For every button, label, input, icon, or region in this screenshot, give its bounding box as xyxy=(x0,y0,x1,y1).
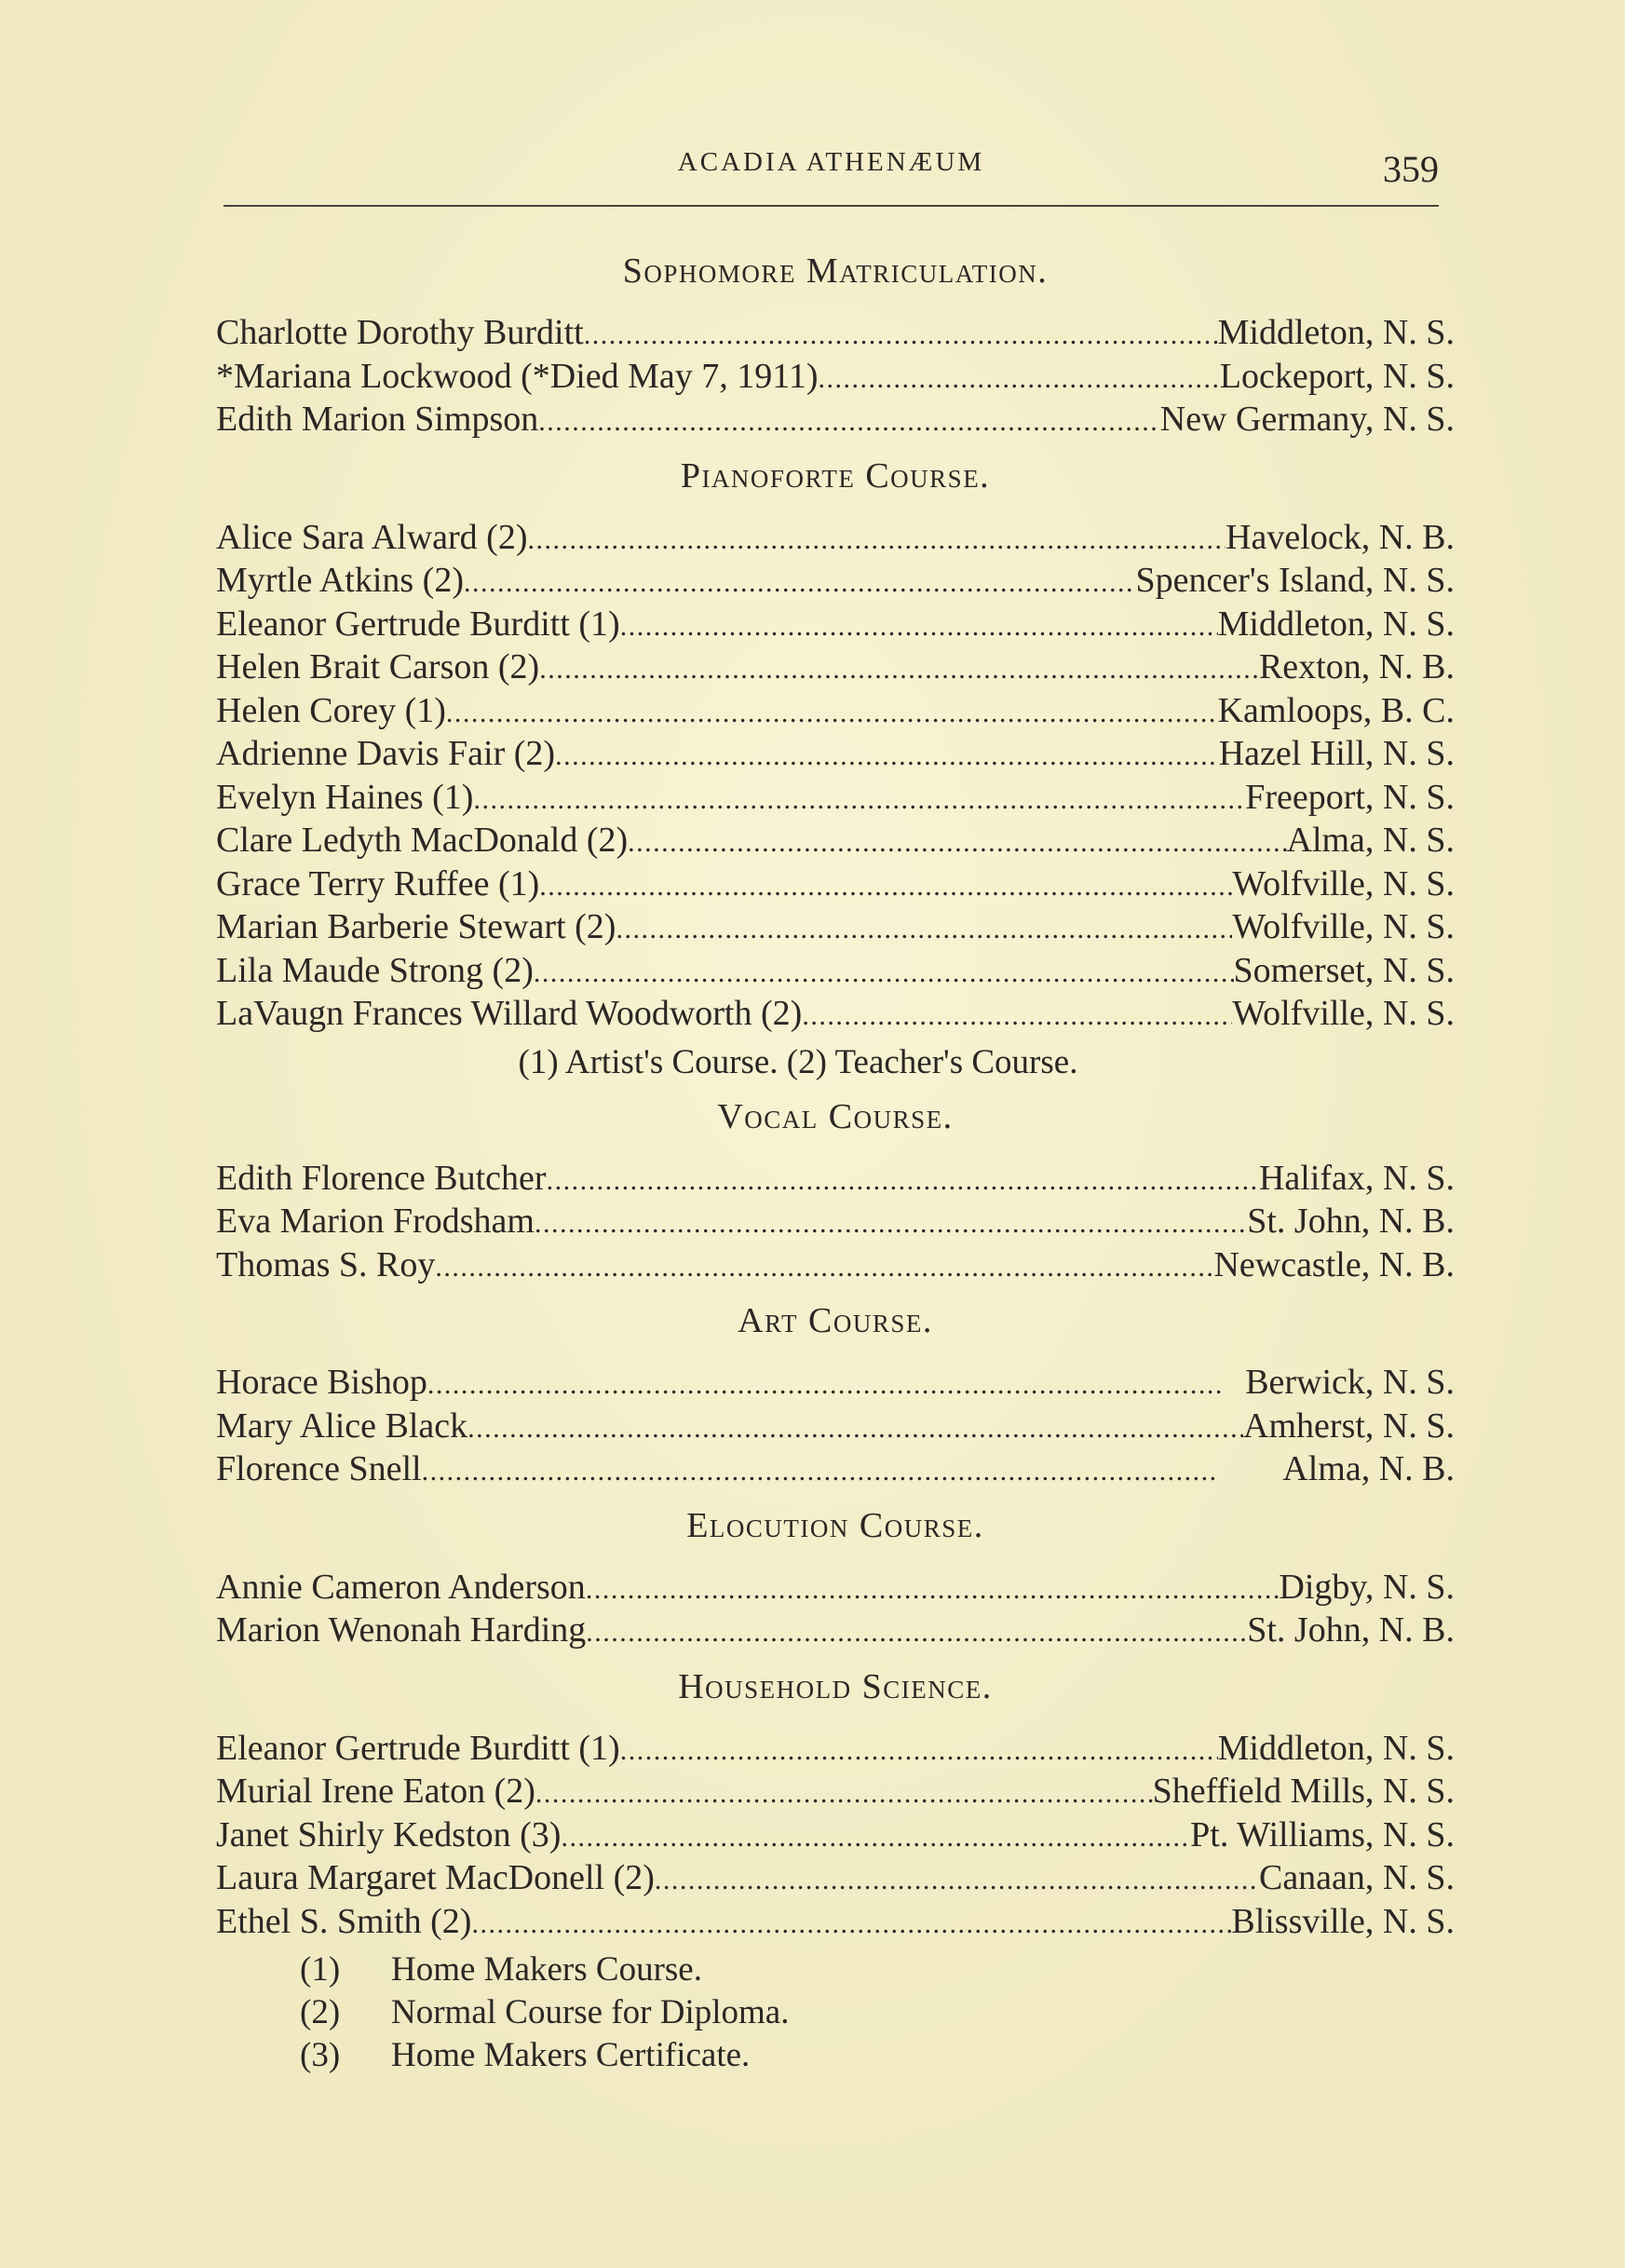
dot-leader xyxy=(528,516,1226,563)
student-place: Kamloops, B. C. xyxy=(1217,690,1455,730)
footnote-mark: (2) xyxy=(300,1993,341,2031)
dot-leader xyxy=(539,862,1232,909)
student-place: Middleton, N. S. xyxy=(1217,1728,1455,1768)
dot-leader xyxy=(534,949,1234,996)
footnote-text: Normal Course for Diploma. xyxy=(391,1993,790,2031)
footnote xyxy=(300,1949,1455,1991)
student-place: Halifax, N. S. xyxy=(1258,1158,1455,1198)
student-name: Florence Snell xyxy=(216,1449,422,1488)
footnote-mark: (3) xyxy=(300,2036,341,2074)
list-item xyxy=(216,1157,1455,1201)
student-place: Berwick, N. S. xyxy=(1245,1363,1455,1402)
dot-leader xyxy=(620,603,1218,649)
student-place: Havelock, N. B. xyxy=(1226,517,1455,557)
student-place: Newcastle, N. B. xyxy=(1213,1244,1455,1284)
student-place: Rexton, N. B. xyxy=(1258,647,1455,686)
student-name: Marian Barberie Stewart (2) xyxy=(216,907,616,946)
list-item xyxy=(216,1856,1455,1900)
student-place: St. John, N. B. xyxy=(1247,1610,1455,1650)
student-place: Middleton, N. S. xyxy=(1217,604,1455,644)
student-name: Annie Cameron Anderson xyxy=(216,1567,586,1607)
student-name: Edith Florence Butcher xyxy=(216,1158,547,1198)
list-item xyxy=(216,1200,1455,1243)
student-name: Edith Marion Simpson xyxy=(216,400,539,439)
student-place: Hazel Hill, N. S. xyxy=(1218,734,1455,773)
section-pianoforte-course xyxy=(216,449,1455,1090)
list-item xyxy=(216,862,1455,906)
dot-leader xyxy=(535,1200,1247,1246)
list-item xyxy=(216,1813,1455,1857)
section-sophomore-matriculation xyxy=(216,244,1455,449)
student-name: Marion Wenonah Harding xyxy=(216,1610,587,1650)
list-item xyxy=(216,992,1455,1036)
dot-leader xyxy=(586,1566,1280,1612)
dot-leader xyxy=(422,1447,1283,1494)
footnote-text: Home Makers Certificate. xyxy=(391,2036,751,2074)
dot-leader xyxy=(539,645,1259,692)
list-item xyxy=(216,1609,1455,1652)
footnote xyxy=(300,2034,1455,2077)
student-place: Blissville, N. S. xyxy=(1231,1901,1455,1941)
section-heading: Pianoforte Course. xyxy=(680,455,991,496)
list-item xyxy=(216,1770,1455,1813)
section-heading: Elocution Course. xyxy=(686,1505,984,1545)
dot-leader xyxy=(616,905,1232,952)
student-place: Wolfville, N. S. xyxy=(1232,907,1455,946)
student-name: Mary Alice Black xyxy=(216,1406,468,1446)
student-name: Eva Marion Frodsham xyxy=(216,1202,535,1241)
section-heading: Art Course. xyxy=(738,1301,933,1340)
student-place: Alma, N. S. xyxy=(1286,821,1455,860)
student-place: Amherst, N. S. xyxy=(1243,1406,1455,1446)
list-item xyxy=(216,1900,1455,1944)
student-place: Spencer's Island, N. S. xyxy=(1135,561,1455,600)
dot-leader xyxy=(547,1157,1259,1203)
student-name: Laura Margaret MacDonell (2) xyxy=(216,1858,655,1897)
dot-leader xyxy=(464,559,1136,605)
student-name: Janet Shirly Kedston (3) xyxy=(216,1814,562,1854)
footnote-text: Home Makers Course. xyxy=(391,1950,702,1989)
student-name: Charlotte Dorothy Burditt xyxy=(216,313,584,352)
list-item xyxy=(216,516,1455,560)
student-name: Evelyn Haines (1) xyxy=(216,777,474,817)
list-item xyxy=(216,1566,1455,1609)
section-heading: Vocal Course. xyxy=(717,1096,954,1136)
dot-leader xyxy=(467,1405,1243,1451)
dot-leader xyxy=(586,1609,1247,1655)
dot-leader xyxy=(427,1361,1245,1407)
dot-leader xyxy=(628,819,1286,865)
dot-leader xyxy=(655,1856,1259,1903)
student-name: Thomas S. Roy xyxy=(216,1244,436,1284)
student-name: Myrtle Atkins (2) xyxy=(216,561,464,600)
student-name: Horace Bishop xyxy=(216,1363,427,1402)
student-name: *Mariana Lockwood (*Died May 7, 1911) xyxy=(216,356,819,396)
list-item xyxy=(216,1243,1455,1287)
dot-leader xyxy=(555,732,1219,779)
student-name: Helen Brait Carson (2) xyxy=(216,647,540,686)
dot-leader xyxy=(446,689,1218,736)
header-rule xyxy=(223,205,1439,207)
page-content xyxy=(216,244,1455,2077)
list-item xyxy=(216,905,1455,949)
list-item xyxy=(216,559,1455,603)
list-item xyxy=(216,1447,1455,1491)
list-item xyxy=(216,355,1455,399)
footnotes xyxy=(216,1949,1455,2077)
list-item xyxy=(216,398,1455,441)
course-note: (1) Artist's Course. (2) Teacher's Course. xyxy=(518,1042,1078,1081)
list-item xyxy=(216,819,1455,862)
dot-leader xyxy=(535,1770,1153,1816)
student-place: New Germany, N. S. xyxy=(1159,400,1455,439)
student-place: Canaan, N. S. xyxy=(1258,1858,1455,1897)
list-item xyxy=(216,949,1455,993)
page-number: 359 xyxy=(1383,148,1439,190)
section-heading: Sophomore Matriculation. xyxy=(622,251,1049,291)
list-item xyxy=(216,732,1455,776)
student-name: Ethel S. Smith (2) xyxy=(216,1901,472,1941)
student-name: Alice Sara Alward (2) xyxy=(216,517,528,557)
student-name: LaVaugn Frances Willard Woodworth (2) xyxy=(216,994,803,1033)
student-name: Helen Corey (1) xyxy=(216,690,446,730)
student-place: Wolfville, N. S. xyxy=(1232,863,1455,903)
student-name: Adrienne Davis Fair (2) xyxy=(216,734,556,773)
section-household-science xyxy=(216,1660,1455,2078)
student-name: Eleanor Gertrude Burditt (1) xyxy=(216,604,620,644)
list-item xyxy=(216,1405,1455,1448)
student-place: Alma, N. B. xyxy=(1282,1449,1455,1488)
student-name: Lila Maude Strong (2) xyxy=(216,950,534,990)
student-place: Middleton, N. S. xyxy=(1217,313,1455,352)
list-item xyxy=(216,311,1455,355)
student-name: Grace Terry Ruffee (1) xyxy=(216,863,540,903)
student-place: Lockeport, N. S. xyxy=(1219,356,1455,396)
dot-leader xyxy=(802,992,1232,1039)
student-place: Sheffield Mills, N. S. xyxy=(1152,1772,1455,1811)
student-place: Wolfville, N. S. xyxy=(1232,994,1455,1033)
list-item xyxy=(216,645,1455,689)
dot-leader xyxy=(584,311,1218,358)
list-item xyxy=(216,776,1455,820)
footnote xyxy=(300,1991,1455,2034)
student-place: Freeport, N. S. xyxy=(1245,777,1455,817)
section-art-course xyxy=(216,1294,1455,1499)
section-heading: Household Science. xyxy=(678,1666,993,1706)
dot-leader xyxy=(471,1900,1231,1947)
student-name: Clare Ledyth MacDonald (2) xyxy=(216,821,629,860)
list-item xyxy=(216,603,1455,646)
footnote-mark: (1) xyxy=(300,1950,341,1989)
journal-title: ACADIA ATHENÆUM xyxy=(677,147,985,177)
section-elocution-course xyxy=(216,1499,1455,1660)
student-place: Pt. Williams, N. S. xyxy=(1190,1814,1455,1854)
list-item xyxy=(216,1361,1455,1405)
dot-leader xyxy=(620,1727,1218,1773)
student-name: Eleanor Gertrude Burditt (1) xyxy=(216,1728,620,1768)
dot-leader xyxy=(435,1243,1213,1290)
student-place: St. John, N. B. xyxy=(1247,1202,1455,1241)
list-item xyxy=(216,689,1455,733)
page-header xyxy=(223,140,1439,214)
student-place: Somerset, N. S. xyxy=(1233,950,1455,990)
dot-leader xyxy=(561,1813,1190,1860)
section-vocal-course xyxy=(216,1090,1455,1295)
student-place: Digby, N. S. xyxy=(1279,1567,1455,1607)
dot-leader xyxy=(819,355,1220,401)
list-item xyxy=(216,1727,1455,1771)
dot-leader xyxy=(473,776,1245,822)
student-name: Murial Irene Eaton (2) xyxy=(216,1772,535,1811)
dot-leader xyxy=(538,398,1160,444)
